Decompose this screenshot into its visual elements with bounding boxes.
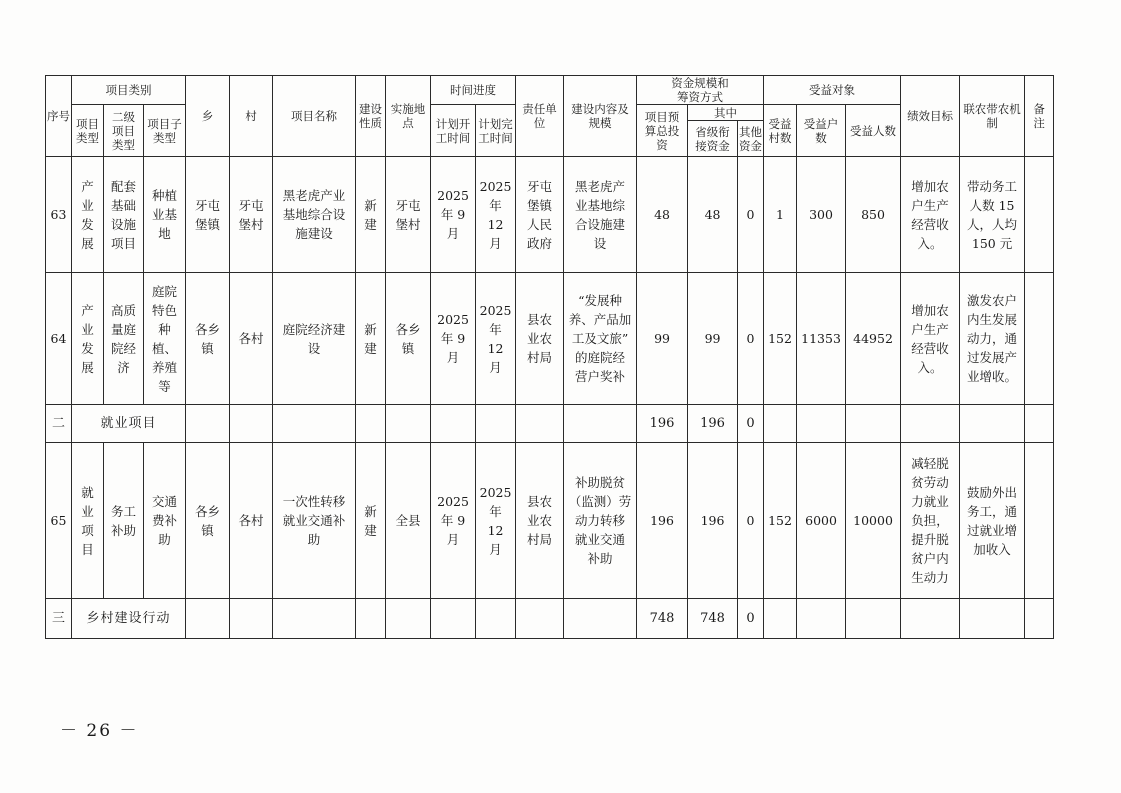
cell-construction-nature: 新 建: [356, 157, 386, 273]
cell-planned-start: 2025 年 9 月: [431, 157, 476, 273]
cell-planned-start: 2025 年 9 月: [431, 273, 476, 405]
cell-secondary-type: 配套 基础 设施 项目: [104, 157, 144, 273]
cell-planned-start: 2025 年 9 月: [431, 443, 476, 599]
header-schedule: 时间进度: [431, 76, 516, 105]
header-responsible-unit: 责任单 位: [516, 76, 564, 157]
cell-benefit-villages: 152: [764, 443, 797, 599]
header-location: 实施地 点: [386, 76, 431, 157]
header-construction-nature: 建设 性质: [356, 76, 386, 157]
header-village: 村: [230, 76, 273, 157]
cell-seq: 64: [46, 273, 72, 405]
cell-content-scale: 黑老虎产 业基地综 合设施建 设: [564, 157, 637, 273]
cell-secondary-type: 高质 量庭 院经 济: [104, 273, 144, 405]
cell-village: 各村: [230, 273, 273, 405]
header-sub-type: 项目子 类型: [144, 105, 186, 157]
cell-other-funds: 0: [738, 405, 764, 443]
cell-performance-goal: 增加农 户生产 经营收 入。: [901, 157, 960, 273]
cell-provincial-funds: 48: [688, 157, 738, 273]
header-remarks: 备 注: [1025, 76, 1054, 157]
cell-project-type: 就 业 项 目: [72, 443, 104, 599]
cell-construction-nature: 新 建: [356, 443, 386, 599]
cell-responsible-unit: 县农 业农 村局: [516, 273, 564, 405]
project-table-sheet: [45, 75, 1054, 639]
header-farmer-mechanism: 联农带农机 制: [960, 76, 1025, 157]
section-title: 乡村建设行动: [72, 599, 186, 639]
cell-project-name: 黑老虎产业 基地综合设 施建设: [273, 157, 356, 273]
header-project-name: 项目名称: [273, 76, 356, 157]
cell-township: 各乡 镇: [186, 273, 230, 405]
cell-farmer-mechanism: 激发农户 内生发展 动力，通 过发展产 业增收。: [960, 273, 1025, 405]
header-content-scale: 建设内容及 规模: [564, 76, 637, 157]
cell-seq: 二: [46, 405, 72, 443]
header-performance-goal: 绩效目标: [901, 76, 960, 157]
cell-farmer-mechanism: 鼓励外出 务工，通 过就业增 加收入: [960, 443, 1025, 599]
cell-project-name: 庭院经济建 设: [273, 273, 356, 405]
cell-benefit-people: 850: [846, 157, 901, 273]
table-row: [46, 443, 1054, 599]
cell-location: 各乡 镇: [386, 273, 431, 405]
page-number: － 26 －: [60, 721, 139, 741]
cell-responsible-unit: 县农 业农 村局: [516, 443, 564, 599]
header-seq: 序号: [46, 76, 72, 157]
header-benefit-people: 受益人数: [846, 105, 901, 157]
cell-planned-end: 2025 年 12 月: [476, 157, 516, 273]
section-row: [46, 599, 1054, 639]
project-table: [45, 75, 1054, 639]
cell-total-budget: 196: [637, 405, 688, 443]
cell-benefit-households: 11353: [797, 273, 846, 405]
cell-other-funds: 0: [738, 443, 764, 599]
cell-seq: 63: [46, 157, 72, 273]
cell-total-budget: 748: [637, 599, 688, 639]
header-benefit-households: 受益户 数: [797, 105, 846, 157]
cell-performance-goal: 增加农 户生产 经营收 入。: [901, 273, 960, 405]
header-project-type: 项目 类型: [72, 105, 104, 157]
cell-sub-type: 种植 业基 地: [144, 157, 186, 273]
table-row: [46, 157, 1054, 273]
section-row: [46, 405, 1054, 443]
cell-total-budget: 99: [637, 273, 688, 405]
header-funding: 资金规模和 筹资方式: [637, 76, 764, 105]
cell-township: 牙屯 堡镇: [186, 157, 230, 273]
header-planned-start: 计划开 工时间: [431, 105, 476, 157]
cell-planned-end: 2025 年 12 月: [476, 443, 516, 599]
cell-benefit-villages: 1: [764, 157, 797, 273]
cell-township: 各乡 镇: [186, 443, 230, 599]
header-benefit-villages: 受益 村数: [764, 105, 797, 157]
cell-benefit-people: 44952: [846, 273, 901, 405]
cell-project-type: 产 业 发 展: [72, 273, 104, 405]
table-row: [46, 273, 1054, 405]
table-header: [46, 76, 1054, 157]
cell-total-budget: 48: [637, 157, 688, 273]
section-title: 就业项目: [72, 405, 186, 443]
cell-benefit-villages: 152: [764, 273, 797, 405]
header-total-budget: 项目预 算总投 资: [637, 105, 688, 157]
cell-performance-goal: 减轻脱 贫劳动 力就业 负担， 提升脱 贫户内 生动力: [901, 443, 960, 599]
cell-other-funds: 0: [738, 599, 764, 639]
header-other-funds: 其他 资金: [738, 121, 764, 157]
cell-content-scale: “发展种 养、产品加 工及文旅” 的庭院经 营户奖补: [564, 273, 637, 405]
cell-provincial-funds: 748: [688, 599, 738, 639]
cell-secondary-type: 务工 补助: [104, 443, 144, 599]
cell-benefit-households: 300: [797, 157, 846, 273]
cell-location: 全县: [386, 443, 431, 599]
cell-planned-end: 2025 年 12 月: [476, 273, 516, 405]
cell-project-type: 产 业 发 展: [72, 157, 104, 273]
cell-remarks: [1025, 157, 1054, 273]
cell-remarks: [1025, 443, 1054, 599]
cell-provincial-funds: 99: [688, 273, 738, 405]
cell-responsible-unit: 牙屯 堡镇 人民 政府: [516, 157, 564, 273]
cell-total-budget: 196: [637, 443, 688, 599]
header-township: 乡: [186, 76, 230, 157]
table-body: [46, 157, 1054, 639]
cell-project-name: 一次性转移 就业交通补 助: [273, 443, 356, 599]
cell-sub-type: 交通 费补 助: [144, 443, 186, 599]
cell-remarks: [1025, 273, 1054, 405]
header-provincial-funds: 省级衔 接资金: [688, 121, 738, 157]
cell-other-funds: 0: [738, 273, 764, 405]
header-beneficiaries: 受益对象: [764, 76, 901, 105]
cell-provincial-funds: 196: [688, 405, 738, 443]
cell-farmer-mechanism: 带动务工 人数 15 人，人均 150 元: [960, 157, 1025, 273]
cell-other-funds: 0: [738, 157, 764, 273]
cell-seq: 65: [46, 443, 72, 599]
cell-provincial-funds: 196: [688, 443, 738, 599]
header-project-category: 项目类别: [72, 76, 186, 105]
cell-village: 牙屯 堡村: [230, 157, 273, 273]
cell-content-scale: 补助脱贫 （监测）劳 动力转移 就业交通 补助: [564, 443, 637, 599]
cell-benefit-people: 10000: [846, 443, 901, 599]
cell-benefit-households: 6000: [797, 443, 846, 599]
cell-location: 牙屯 堡村: [386, 157, 431, 273]
header-secondary-type: 二级 项目 类型: [104, 105, 144, 157]
cell-construction-nature: 新 建: [356, 273, 386, 405]
cell-sub-type: 庭院 特色 种 植、 养殖 等: [144, 273, 186, 405]
cell-seq: 三: [46, 599, 72, 639]
header-of-which: 其中: [688, 105, 764, 121]
cell-village: 各村: [230, 443, 273, 599]
header-planned-end: 计划完 工时间: [476, 105, 516, 157]
